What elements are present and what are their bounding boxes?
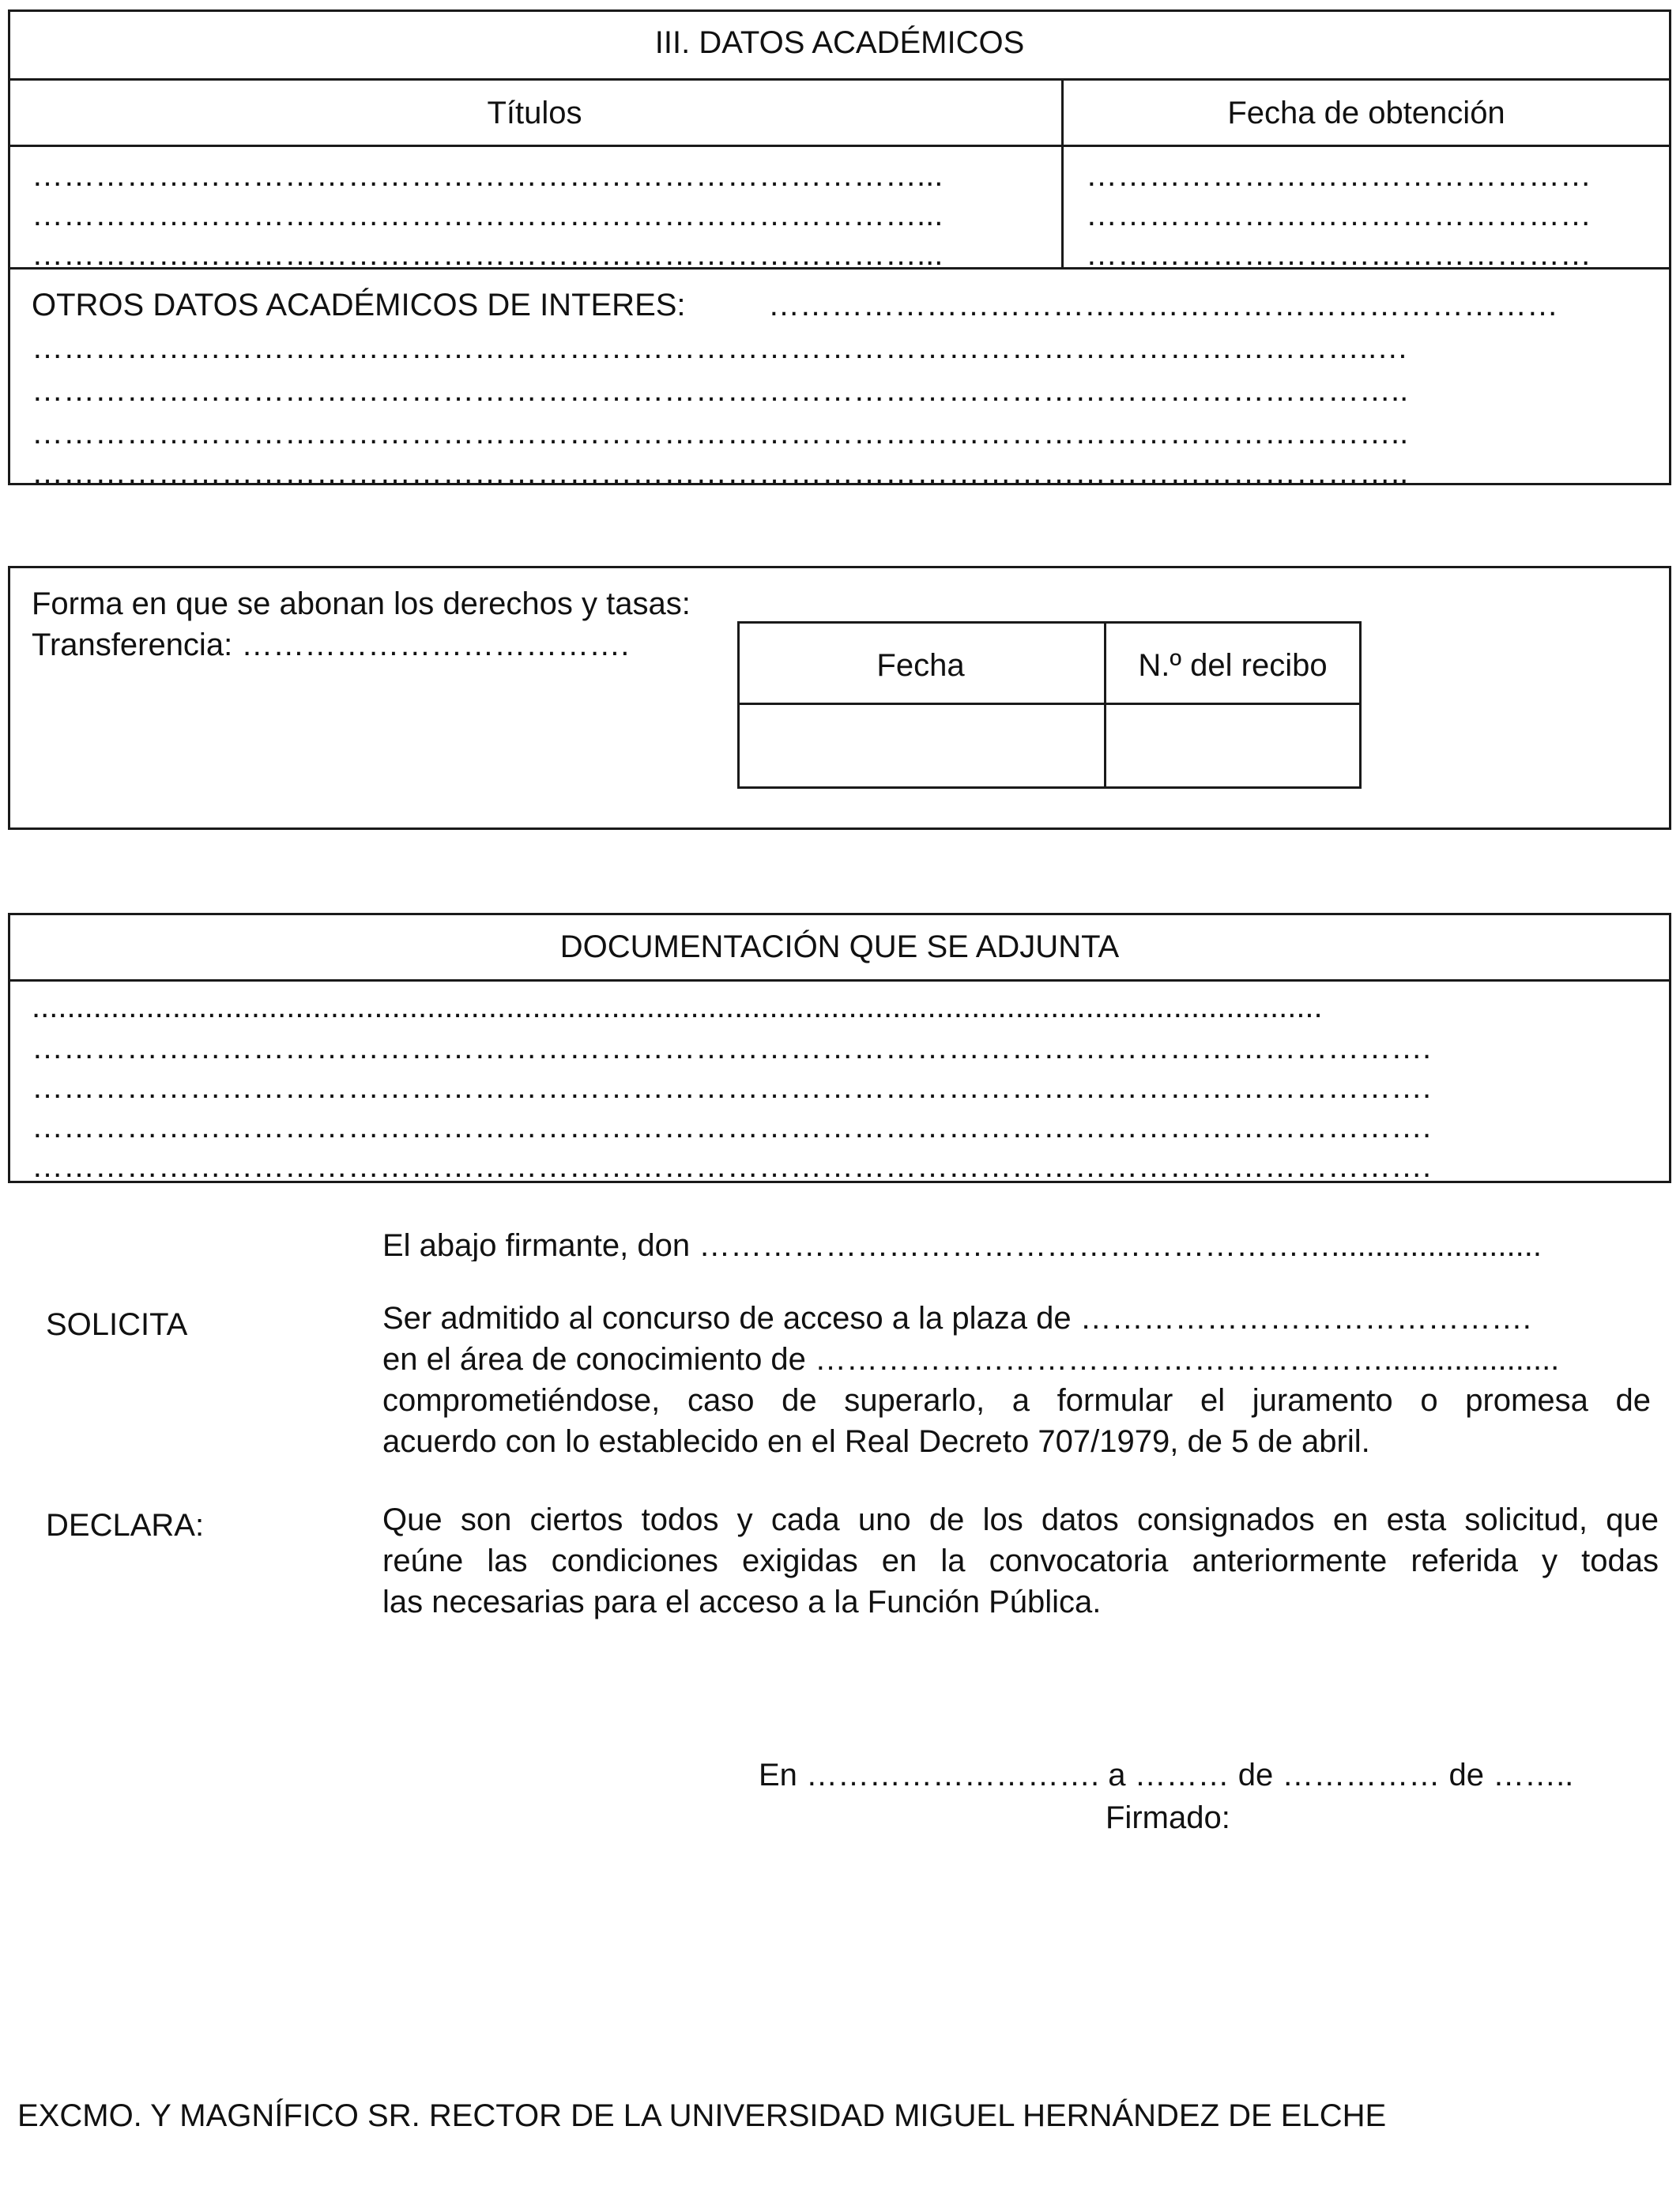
declara-line-1: Que son ciertos todos y cada uno de los datos consignados en esta solicitud, que xyxy=(382,1502,1659,1537)
solicita-text xyxy=(382,1298,1651,1462)
other-academic-data-line-2[interactable]: ………………………………………………………………………………………………………………..… xyxy=(32,332,1409,364)
payment-method-label: Forma en que se abonan los derechos y tasas: xyxy=(32,586,691,621)
documentation-line-3[interactable]: ……………………………………………………………………………………………………………………. xyxy=(32,1072,1432,1103)
other-academic-data-line-3[interactable]: ………………………………………………………………………………………………………………….. xyxy=(32,375,1409,406)
other-academic-data-line-5[interactable]: ………………………………………………………………………………………………………………….. xyxy=(32,457,1409,488)
solicita-label: SOLICITA xyxy=(46,1307,188,1342)
addressee: EXCMO. Y MAGNÍFICO SR. RECTOR DE LA UNIVERSIDAD MIGUEL HERNÁNDEZ DE ELCHE xyxy=(17,2098,1387,2133)
titles-column-header: Títulos xyxy=(487,96,582,130)
solicita-line-4: acuerdo con lo establecido en el Real Decreto 707/1979, de 5 de abril. xyxy=(382,1424,1370,1459)
documentation-line-4[interactable]: ……………………………………………………………………………………………………………………. xyxy=(32,1111,1432,1143)
title-entry-2[interactable]: …………………………………………………………………………... xyxy=(32,199,944,231)
receipt-number-header: N.º del recibo xyxy=(1138,648,1328,683)
other-academic-data-first-line[interactable]: ………………………………………………………………… xyxy=(768,289,1558,321)
academic-divider-3 xyxy=(8,267,1671,270)
receipt-date-cell[interactable] xyxy=(740,705,1102,786)
title-entry-3[interactable]: …………………………………………………………………………... xyxy=(32,239,944,270)
documentation-divider xyxy=(8,979,1671,982)
place-and-date-line[interactable]: En ………………………. a ……… de …………… de …….. xyxy=(759,1759,1574,1791)
documentation-line-1[interactable]: ................................................................................................................................................... xyxy=(32,991,1323,1023)
academic-divider-1 xyxy=(8,78,1671,81)
signer-name-line[interactable]: El abajo firmante, don ……………………………………………………........................ xyxy=(382,1230,1542,1261)
date-obtained-column-header: Fecha de obtención xyxy=(1227,96,1505,130)
date-entry-2[interactable]: ………………………………………… xyxy=(1086,199,1591,231)
solicita-line-3: comprometiéndose, caso de superarlo, a formular el juramento o promesa de xyxy=(382,1383,1651,1418)
date-entry-3[interactable]: ………………………………………… xyxy=(1086,239,1591,270)
declara-text xyxy=(382,1499,1659,1623)
other-academic-data-label: OTROS DATOS ACADÉMICOS DE INTERES: xyxy=(32,288,686,322)
documentation-line-5[interactable]: ……………………………………………………………………………………………………………………. xyxy=(32,1151,1432,1182)
signed-label: Firmado: xyxy=(1106,1800,1230,1835)
documentation-line-2[interactable]: ……………………………………………………………………………………………………………………. xyxy=(32,1032,1432,1064)
academic-divider-2 xyxy=(8,145,1671,147)
academic-column-divider xyxy=(1061,78,1064,267)
declara-line-3: las necesarias para el acceso a la Función Pública. xyxy=(382,1585,1102,1619)
other-academic-data-line-4[interactable]: ………………………………………………………………………………………………………………….. xyxy=(32,417,1409,449)
receipt-number-cell[interactable] xyxy=(1106,705,1359,786)
solicita-line-2[interactable]: en el área de conocimiento de ……………………………………………….................... xyxy=(382,1342,1560,1377)
attached-documentation-title: DOCUMENTACIÓN QUE SE ADJUNTA xyxy=(559,929,1120,964)
academic-section-title: III. DATOS ACADÉMICOS xyxy=(654,25,1025,60)
transfer-field[interactable]: Transferencia: ………………………………. xyxy=(32,628,630,662)
declara-label: DECLARA: xyxy=(46,1508,205,1543)
date-entry-1[interactable]: ………………………………………… xyxy=(1086,160,1591,191)
solicita-line-1[interactable]: Ser admitido al concurso de acceso a la plaza de ……………………………………. xyxy=(382,1301,1531,1336)
declara-line-2: reúne las condiciones exigidas en la convocatoria anteriormente referida y todas xyxy=(382,1544,1659,1578)
receipt-date-header: Fecha xyxy=(876,648,965,683)
title-entry-1[interactable]: …………………………………………………………………………... xyxy=(32,160,944,191)
